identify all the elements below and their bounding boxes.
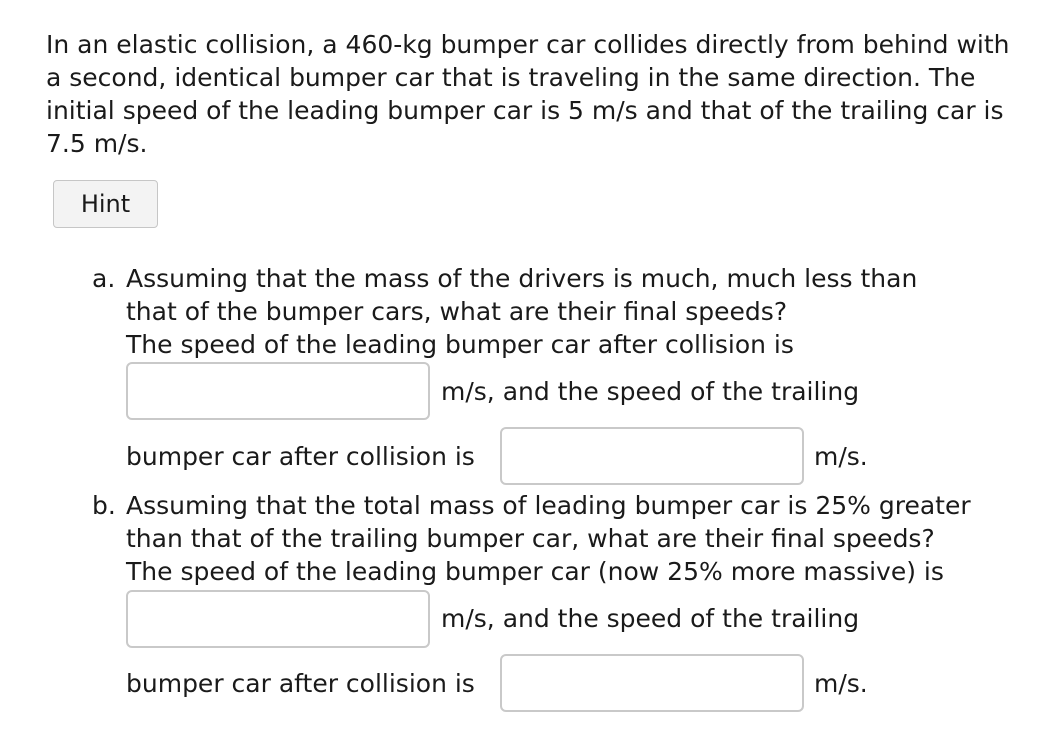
- part-a-trailing-speed-input[interactable]: [500, 427, 804, 485]
- part-a-trailing-unit: m/s.: [814, 442, 868, 471]
- part-a-leading-speed-input[interactable]: [126, 362, 430, 420]
- part-b-leading-speed-input[interactable]: [126, 590, 430, 648]
- part-a-question-line-1: Assuming that the mass of the drivers is much, much less than: [126, 264, 918, 293]
- part-a-marker: a.: [92, 264, 116, 293]
- part-b-trailing-label: bumper car after collision is: [126, 669, 475, 698]
- part-b-question-line-1: Assuming that the total mass of leading bumper car is 25% greater: [126, 491, 971, 520]
- part-b-trailing-unit: m/s.: [814, 669, 868, 698]
- part-a-trailing-label: bumper car after collision is: [126, 442, 475, 471]
- problem-statement: In an elastic collision, a 460-kg bumper car collides directly from behind with a second, identical bumper car that is traveling in the same direction. The initial speed of the leading bumper car is 5 m/s and that of the trailing car is 7.5 m/s.: [46, 30, 1010, 158]
- part-b-unit-and-trailing-label: m/s, and the speed of the trailing: [441, 604, 860, 633]
- part-a-question-line-2: that of the bumper cars, what are their final speeds?: [126, 297, 788, 326]
- part-b-trailing-speed-input[interactable]: [500, 654, 804, 712]
- part-b-marker: b.: [92, 491, 116, 520]
- hint-button[interactable]: Hint: [53, 180, 158, 228]
- part-a-unit-and-trailing-label: m/s, and the speed of the trailing: [441, 377, 860, 406]
- part-b-question-line-3: The speed of the leading bumper car (now 25% more massive) is: [126, 557, 944, 586]
- part-b-question-line-2: than that of the trailing bumper car, what are their final speeds?: [126, 524, 935, 553]
- part-a-question-line-3: The speed of the leading bumper car after collision is: [126, 330, 794, 359]
